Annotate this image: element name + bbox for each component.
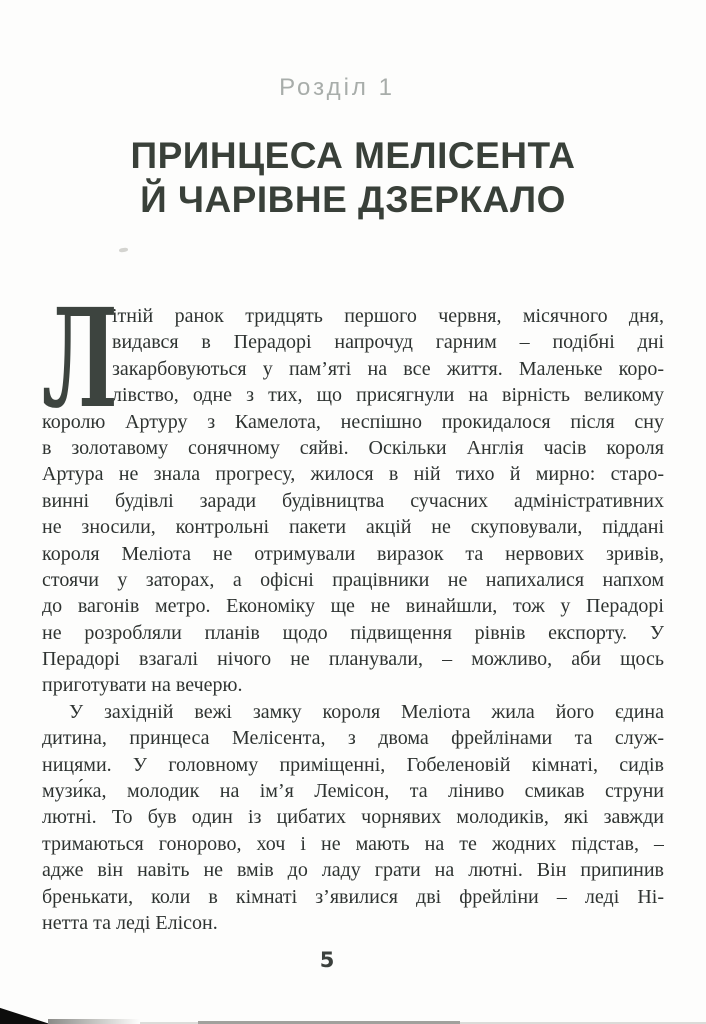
body-text-line: в золотавому сонячному сяйві. Оскільки Англія часів короля — [42, 436, 664, 459]
scan-speck-artifact — [119, 247, 128, 252]
chapter-title-line-1: ПРИНЦЕСА МЕЛІСЕНТА — [130, 135, 576, 176]
body-text-line: закарбовуються у пам’яті на все життя. Маленьке коро- — [112, 357, 664, 380]
body-text-line: ницями. У головному приміщенні, Гобеленовій кімнаті, сидів — [42, 753, 664, 776]
body-text-line: бренькати, коли в кімнаті з’явилися дві фрейліни – леді Ні- — [42, 885, 664, 908]
body-text-line: приготувати на вечерю. — [42, 674, 243, 697]
body-text-line: королю Артуру з Камелота, неспішно прокидалося після сну — [42, 410, 664, 433]
scan-corner-shadow — [48, 1019, 140, 1024]
page-number: 5 — [319, 948, 335, 972]
body-text-block — [42, 279, 664, 936]
body-text-line: нетта та леді Елісон. — [42, 911, 218, 934]
body-text-line: Перадорі взагалі нічого не планували, – можливо, аби щось — [42, 648, 664, 671]
drop-cap-letter: Л — [42, 279, 118, 439]
body-text-line: дитина, принцеса Мелісента, з двома фрейлінами та служ- — [42, 727, 664, 750]
scan-corner-artifact — [0, 1005, 50, 1024]
body-text-line: винні будівлі заради будівництва сучасних адміністративних — [42, 489, 664, 512]
body-text-line: до вагонів метро. Економіку ще не винайшли, тож у Перадорі — [42, 595, 664, 618]
chapter-label: Розділ 1 — [279, 74, 395, 101]
body-text-line: короля Меліота не отримували виразок та нервових зривів, — [42, 542, 664, 565]
body-text-line: тримаються гонорово, хоч і не мають на те жодних підстав, – — [42, 832, 664, 855]
chapter-title — [0, 134, 706, 222]
body-text-line: лютні. То був один із цибатих чорнявих молодиків, які завжди — [42, 806, 664, 829]
body-text-line: лівство, одне з тих, що присягнули на вірність великому — [112, 384, 664, 407]
body-text-line: не розробляли планів щодо підвищення рівнів експорту. У — [42, 621, 664, 644]
body-text-lines — [42, 303, 664, 936]
body-text-line: не зносили, контрольні пакети акцій не скуповували, піддані — [42, 516, 664, 539]
body-text-line: Артура не знала прогресу, жилося в ній тихо й мирно: старо- — [42, 463, 664, 486]
chapter-title-line-2: Й ЧАРІВНЕ ДЗЕРКАЛО — [140, 179, 566, 220]
body-text-line: адже він навіть не вмів до ладу грати на лютні. Він припинив — [42, 859, 664, 882]
body-text-line: ітній ранок тридцять першого червня, місячного дня, — [112, 305, 664, 327]
body-text-line: видався в Перадорі напрочуд гарним – подібні дні — [112, 331, 664, 354]
body-text-line: стоячи у заторах, а офісні працівники не напихалися напхом — [42, 568, 664, 591]
body-text-line: музи́ка, молодик на ім’я Лемісон, та ліниво смикав струни — [42, 780, 664, 803]
body-text-line: У західній вежі замку короля Меліота жила його єдина — [69, 700, 664, 723]
